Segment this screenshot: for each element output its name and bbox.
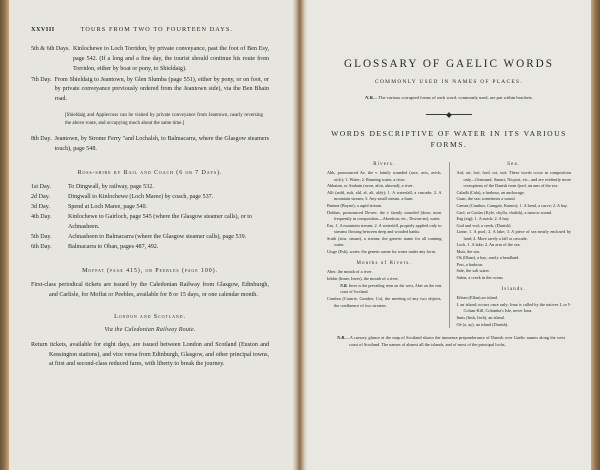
group-heading-islands: Islands. <box>501 287 526 293</box>
day-text: Jeantown, by Strome Ferry "and Lochalsh, to Balmacarra, where the Glasgow steamers touch), page 548. <box>54 136 269 153</box>
glossary-column-left <box>327 162 442 328</box>
glossary-entry: Linne, 1. A pool; 2. A lake; 3. A piece of sea nearly enclosed by land; 4. More rarely a fall or cascade. <box>456 229 571 241</box>
glossary-entry: Innis (Insh, Inch), an island. <box>456 314 505 320</box>
day-text: Dingwall to Kinlochewe (Loch Maree) by coach, page 537. <box>68 194 214 201</box>
glossary-entry: God and vod; a creek, (Danish). <box>456 222 512 228</box>
glossary-entry: Sruth (stru, struan), a stream; the generic name for all running water. <box>327 235 442 248</box>
section-heading-rosshire: Ross-shire by Rail and Coach (6 or 7 Days). <box>77 170 223 177</box>
glossary-entry: Loch, 1. A lake; 2. An arm of the sea. <box>456 242 521 248</box>
day-label: 3d Day. <box>31 204 50 211</box>
itinerary-entry <box>31 135 269 155</box>
nb-text: —A cursory glance at the map of Scotland shows the immense preponderance of Danish over Gaelic names along the west coast of Scotland. The names of almost all the islands, and of most of the principal lochs, <box>345 335 565 347</box>
glossary-entry: Eas, 1. A mountain stream; 2. A waterfall, properly applied only to streams flowing between deep and wooded banks. <box>327 222 442 235</box>
right-binding-edge <box>591 0 600 470</box>
glossary-footnote <box>337 335 565 349</box>
glossary-entry: Caladh (Cala), a harbour, an anchorage. <box>456 189 525 195</box>
glossary-entry: Ard, art, fort, ford, ort, ood. These words occur in composition only—Ormsund, Sunart, Nicport, etc., and are evidently more corruptions of the Danish term fjord, an arm of the sea. <box>456 170 571 189</box>
itinerary-entry <box>31 76 269 106</box>
day-text: Kinlochewe to Gairloch, page 545 (where the Glasgow steamer calls), or to Achnasheen. <box>68 214 252 231</box>
day-label: 4th Day. <box>31 214 52 221</box>
nb-label: N.B. <box>365 95 374 100</box>
glossary-entry: Allt (auld, ault, ald, al, alt, aldy); 1. A waterfall, a cascade; 2. A mountain stream; 3. Any small stream, a burn. <box>327 189 442 202</box>
glossary-nb-note <box>341 94 557 101</box>
glossary-entry: I, an island; occurs once only; Iona is called by the natives I, or I-Colum-Kill, Columba's Isle, never Iona. <box>456 301 571 314</box>
glossary-entry: Inbhir (Inner, Inver), the mouth of a river. <box>327 275 399 281</box>
itinerary-entry <box>31 45 269 75</box>
glossary-entry: Caol, or Caolas (Kyle, chylla, chalish), a narrow sound. <box>456 209 553 215</box>
day-label: 5th & 6th Days. <box>31 46 70 52</box>
glossary-section-title: WORDS DESCRIPTIVE OF WATER IN ITS VARIOUS FORMS. <box>331 129 567 150</box>
glossary-entry: Eag (aig); 1. A notch; 2. A bay. <box>456 216 510 222</box>
glossary-subtitle: COMMONLY USED IN NAMES OF PLACES. <box>375 79 523 85</box>
running-head <box>31 26 269 33</box>
london-subtitle: Via the Caledonian Railway Route. <box>104 326 196 333</box>
glossary-entry: Buinne (Boyne), a rapid stream. <box>327 203 383 208</box>
nb-label: N.B. <box>337 335 346 341</box>
running-title: TOURS FROM TWO TO FOURTEEN DAYS. <box>80 26 234 33</box>
group-heading-rivers: Rivers. <box>373 162 396 168</box>
day-label: 1st Day. <box>31 184 51 191</box>
left-page <box>9 0 293 470</box>
glossary-column-right <box>457 162 572 328</box>
bracketed-note: [Shieldaig and Applecross can be visited by private conveyance from Jeantown, nearly reversing the above route, and occupying much about the same time.] <box>65 113 263 127</box>
glossary-entry: Camus (Cambus, Camgair, Kames); 1. A bend, a curve; 2. A bay. <box>456 203 568 208</box>
day-line <box>31 243 269 253</box>
moffat-paragraph: First-class periodical tickets are issued by the Caledonian Railway from Glasgow, Edinburgh, and Carlisle, for Moffat or Peebles, available for 8 or 15 days, or one calendar month. <box>31 281 269 298</box>
right-page <box>307 0 591 470</box>
glossary-entry: Aber, the mouth of a river. <box>327 269 373 275</box>
book-gutter <box>293 0 307 470</box>
glossary-entry: Muir, the sea. <box>456 248 480 254</box>
divider-ornament <box>426 111 472 117</box>
group-heading-sea: Sea. <box>507 162 521 168</box>
day-line <box>31 193 269 203</box>
day-label: 6th Day. <box>31 244 52 251</box>
group-heading-mouths: Mouths of Rivers. <box>356 261 412 267</box>
glossary-title: GLOSSARY OF GAELIC WORDS <box>344 58 554 70</box>
day-label: 5th Day. <box>31 234 52 241</box>
day-text: Balmacarra to Oban, pages 487, 492. <box>68 244 159 251</box>
glossary-inline-note <box>340 283 442 295</box>
day-line <box>31 183 269 193</box>
glossary-entry: Dobhar, pronounced Dower, the v faintly sounded (dour; most frequently in composition—Aberdour, etc., Dovon-an), water. <box>327 209 442 222</box>
glossary-entry: Sale, the salt water. <box>456 268 490 274</box>
glossary-entry: Ob (Oban), a bay; rarely a headland. <box>456 255 520 261</box>
day-line <box>31 203 269 213</box>
day-label: 7th Day. <box>31 76 52 83</box>
nb-text: Inver is the prevailing term on the west, Aber on the east coast of Scotland. <box>340 283 442 295</box>
glossary-entry: Cuan, the sea; sometimes a sound. <box>456 196 516 202</box>
day-line <box>31 213 269 232</box>
glossary-entry: Comhra (Comrie, Cumber, Co), the meeting of any two objects, the confluence of two streams. <box>327 296 442 308</box>
glossary-entry: Port, a harbour. <box>456 261 483 267</box>
nb-label: N.B. <box>340 283 348 289</box>
glossary-entry: Abh, pronounced Av, the v faintly sounded (awe, avis, avich, oich); 1. Water; 2. Running water, a river. <box>327 170 442 182</box>
london-paragraph: Return tickets, available for eight days, are issued between London and Scotland (Euston and Kensington stations), and vice versa from Edinburgh, Glasgow, and other principal towns, at first and second-class reduced fares, with liberty to break the journey. <box>31 341 269 368</box>
glossary-entry: Oé (a, ay), an island (Danish). <box>456 321 509 327</box>
nb-text: —The various corrupted forms of each word, commonly used, are put within brackets. <box>373 95 533 100</box>
day-text: To Dingwall, by railway, page 532. <box>68 184 154 191</box>
glossary-entry: Eilean (Ellan) an island. <box>456 295 499 301</box>
section-heading-moffat: Moffat (page 415), or Peebles (page 100). <box>82 267 218 274</box>
glossary-columns <box>327 162 571 328</box>
section-heading-london: London and Scotland. <box>114 313 186 320</box>
day-text: Achnasheen to Balmacarra (where the Glasgow steamer calls), page 539. <box>68 234 247 241</box>
day-label: 2d Day. <box>31 194 50 201</box>
day-text: From Shieldaig to Jeantown, by Glen Slumba (page 551), either by pony, or on foot, or by private conveyance previously ordered from the Jeantown side), via the Ben Bhain road. <box>54 76 269 103</box>
day-text: Kinlochewe to Loch Torridon, by private conveyance, past the foot of Ben Esy, page 542. (If a long and a fine day, the tourist should continue his route from Torridon, either by boat or pony, to Shieldaig). <box>72 46 269 72</box>
day-text: Spend at Loch Maree, page 540. <box>68 204 148 211</box>
day-label: 8th Day. <box>31 136 52 143</box>
glossary-entry: Sulen, a creek in the ocean. <box>456 274 504 280</box>
glossary-entry: Uisge (Esk), water; the generic name for water under any form. <box>327 248 437 254</box>
left-binding-edge <box>0 0 9 470</box>
column-divider-rule <box>449 162 450 328</box>
day-line <box>31 233 269 243</box>
glossary-entry: Abhainn, or Amhain (avon, afon, almond); a river. <box>327 183 414 189</box>
folio-number: XXVIII <box>31 26 55 33</box>
